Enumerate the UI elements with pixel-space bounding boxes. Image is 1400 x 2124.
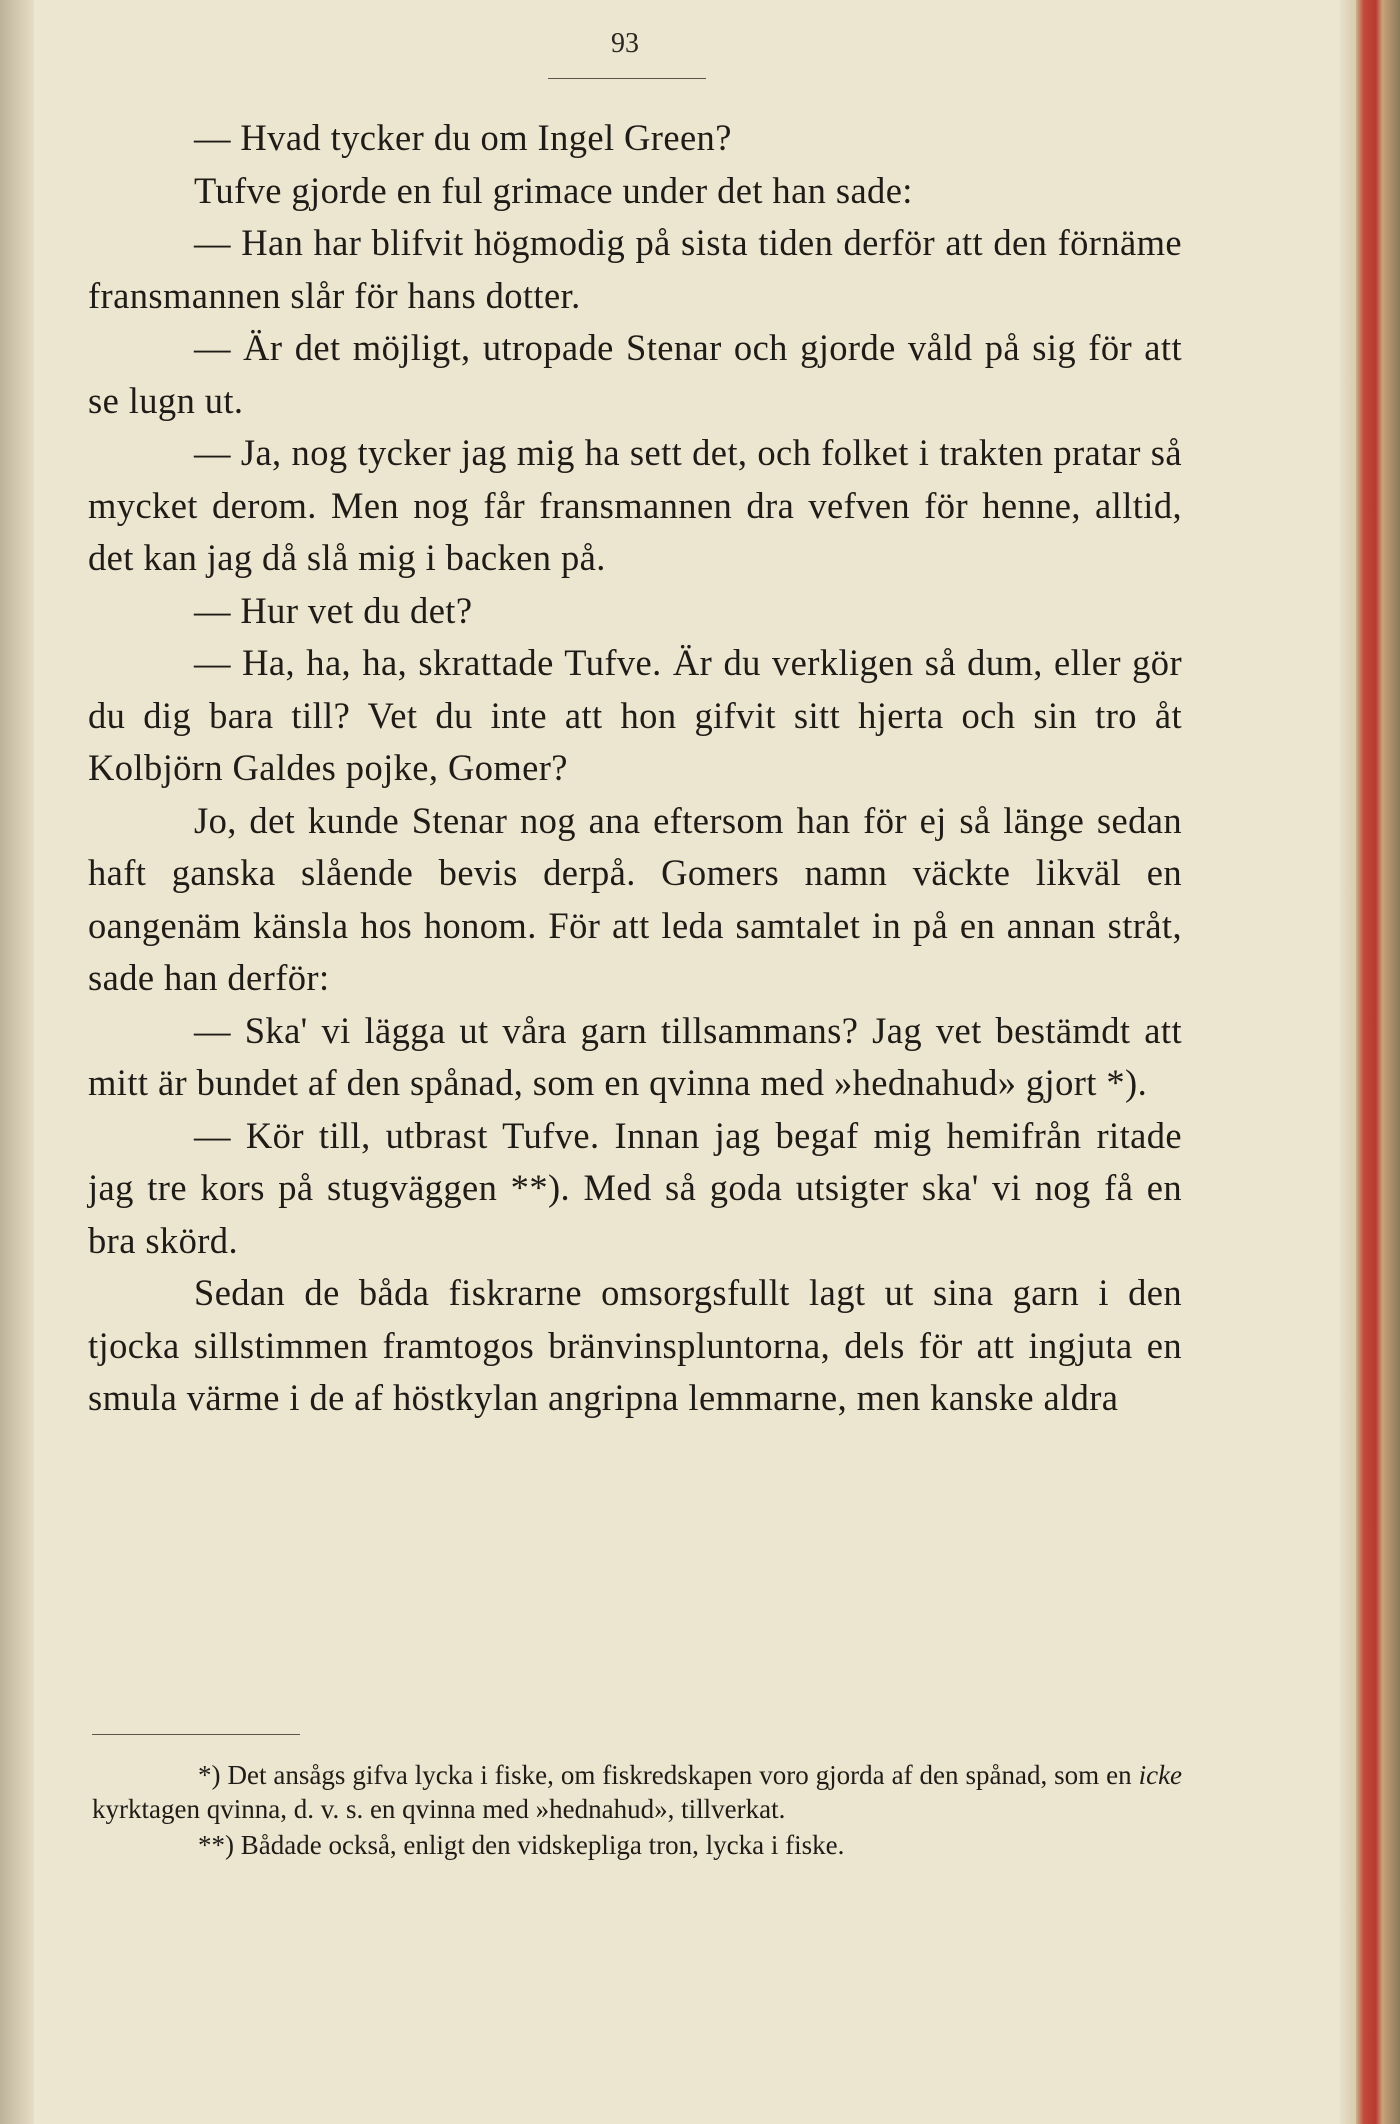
footnote-rule [92, 1734, 300, 1735]
footnote-marker: **) [198, 1830, 234, 1860]
paragraph: Sedan de båda fiskrarne omsorgsfullt lagt ut sina garn i den tjocka sillstimmen framtogos bränvinspluntorna, dels för att ingjuta en smula värme i de af höstkylan angripna lemmarne, men kanske aldra [88, 1272, 1182, 1418]
footnote-text: Bådade också, enligt den vidskepliga tron, lycka i fiske. [240, 1830, 845, 1860]
footnote-emphasis: icke [1138, 1760, 1183, 1790]
paragraph: — Han har blifvit högmodig på sista tiden derför att den förnäme fransmannen slår för hans dotter. [88, 222, 1182, 316]
paragraph: Jo, det kunde Stenar nog ana eftersom han för ej så länge sedan haft ganska slående bevis derpå. Gomers namn väckte likväl en oangenäm känsla hos honom. För att leda samtalet in på en annan stråt, sade han derför: [88, 799, 1182, 998]
page-gutter-shadow [0, 0, 34, 2124]
header-rule [548, 78, 706, 79]
footnotes [92, 1758, 1182, 1862]
page-edge-shadow [1340, 0, 1356, 2124]
paragraph: — Hvad tycker du om Ingel Green? [194, 117, 732, 158]
footnote-2 [92, 1828, 1182, 1862]
page-number: 93 [611, 28, 639, 59]
paragraph: — Är det möjligt, utropade Stenar och gjorde våld på sig för att se lugn ut. [88, 327, 1182, 421]
footnote-text: Det ansågs gifva lycka i fiske, om fiskredskapen voro gjorda af den spånad, som en [227, 1760, 1132, 1790]
paragraph: — Hur vet du det? [194, 589, 473, 631]
paragraph: — Kör till, utbrast Tufve. Innan jag begaf mig hemifrån ritade jag tre kors på stugväggen **). Med så goda utsigter ska' vi nog få en bra skörd. [88, 1114, 1182, 1261]
footnote-1 [92, 1758, 1182, 1826]
book-red-edge [1356, 0, 1400, 2124]
body-text [88, 112, 1182, 1425]
paragraph: Tufve gjorde en ful grimace under det han sade: [194, 169, 913, 211]
footnote-marker: *) [198, 1760, 221, 1790]
paragraph: — Ja, nog tycker jag mig ha sett det, och folket i trakten pratar så mycket derom. Men nog får fransmannen dra vefven för henne, alltid, det kan jag då slå mig i backen på. [88, 432, 1182, 578]
paragraph: — Ha, ha, ha, skrattade Tufve. Är du verkligen så dum, eller gör du dig bara till? Vet du inte att hon gifvit sitt hjerta och sin tro åt Kolbjörn Galdes pojke, Gomer? [88, 642, 1182, 788]
footnote-text: kyrktagen qvinna, d. v. s. en qvinna med »hednahud», tillverkat. [92, 1794, 786, 1824]
paragraph: — Ska' vi lägga ut våra garn tillsammans? Jag vet bestämdt att mitt är bundet af den spånad, som en qvinna med »hednahud» gjort *). [88, 1009, 1182, 1103]
